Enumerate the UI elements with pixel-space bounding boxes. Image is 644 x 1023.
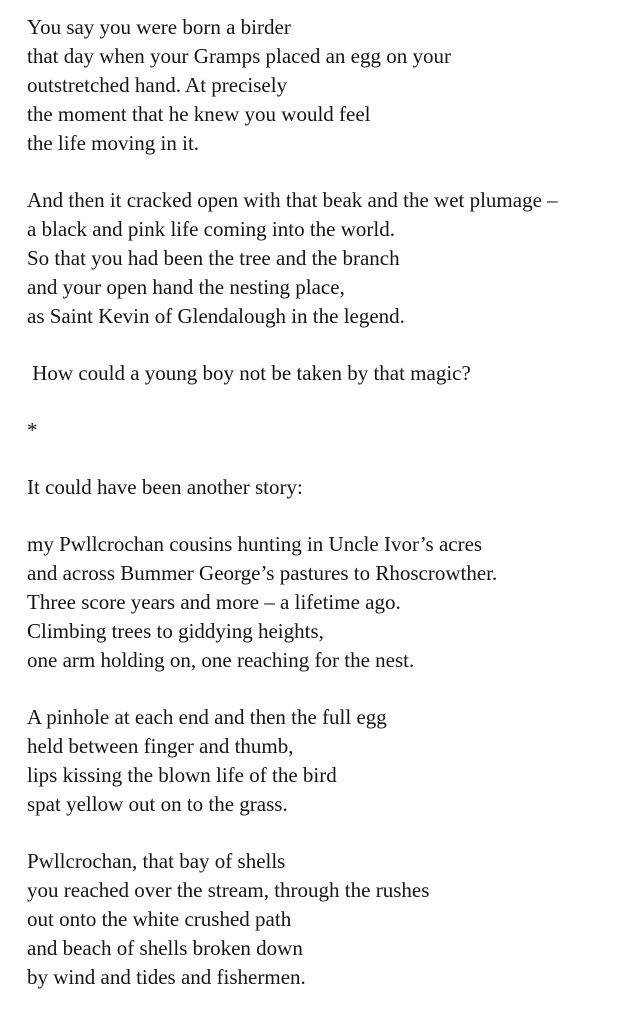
poem-line: and your open hand the nesting place, [27, 275, 345, 299]
stanza [27, 359, 614, 388]
section-separator [27, 416, 614, 445]
poem-line: lips kissing the blown life of the bird [27, 763, 337, 787]
poem-line: as Saint Kevin of Glendalough in the legend. [27, 304, 405, 328]
poem-line: and beach of shells broken down [27, 936, 303, 960]
poem-line: outstretched hand. At precisely [27, 73, 288, 97]
poem-line: Pwllcrochan, that bay of shells [27, 849, 286, 873]
poem-line: one arm holding on, one reaching for the nest. [27, 648, 415, 672]
poem-line: How could a young boy not be taken by that magic? [27, 361, 471, 385]
poem [27, 13, 614, 992]
poem-line: the life moving in it. [27, 131, 200, 155]
poem-line: by wind and tides and fishermen. [27, 965, 306, 989]
stanza [27, 186, 614, 331]
poem-line: It could have been another story: [27, 475, 303, 499]
poem-line: held between finger and thumb, [27, 734, 294, 758]
stanza [27, 473, 614, 502]
stanza [27, 530, 614, 675]
stanza [27, 703, 614, 819]
poem-line: You say you were born a birder [27, 15, 291, 39]
poem-line: spat yellow out on to the grass. [27, 792, 288, 816]
poem-line: Climbing trees to giddying heights, [27, 619, 324, 643]
poem-line: Three score years and more – a lifetime ago. [27, 590, 401, 614]
poem-line: my Pwllcrochan cousins hunting in Uncle Ivor’s acres [27, 532, 483, 556]
poem-line: And then it cracked open with that beak and the wet plumage – [27, 188, 558, 212]
poem-line: A pinhole at each end and then the full egg [27, 705, 387, 729]
poem-line: the moment that he knew you would feel [27, 102, 371, 126]
poem-line: you reached over the stream, through the rushes [27, 878, 430, 902]
stanza [27, 13, 614, 158]
poem-line: a black and pink life coming into the world. [27, 217, 395, 241]
poem-line: So that you had been the tree and the branch [27, 246, 400, 270]
poem-line: that day when your Gramps placed an egg on your [27, 44, 451, 68]
stanza [27, 847, 614, 992]
poem-line: and across Bummer George’s pastures to Rhoscrowther. [27, 561, 498, 585]
poem-line: out onto the white crushed path [27, 907, 292, 931]
poem-line: * [27, 418, 38, 442]
